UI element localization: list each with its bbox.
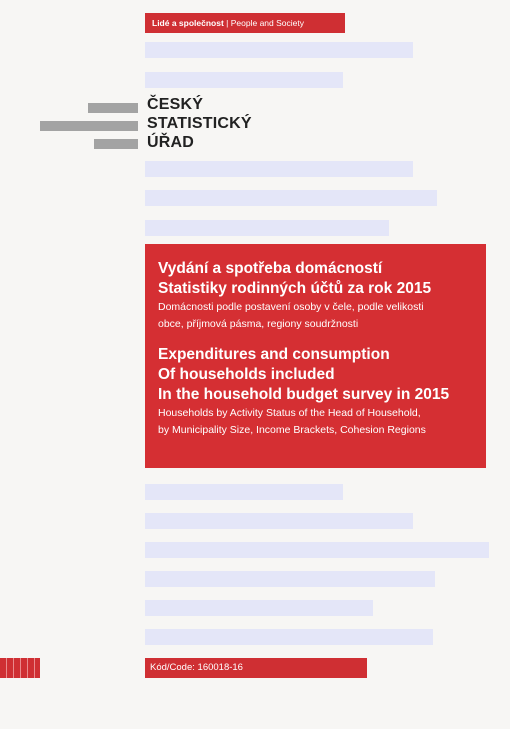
section-divider: | (223, 18, 231, 28)
logo-line-3: ÚŘAD (147, 134, 195, 151)
logo-wordmark (147, 95, 252, 152)
section-label-cz: Lidé a společnost (152, 18, 224, 28)
decor-stripe (145, 513, 413, 529)
subtitle-cz-line-2: obce, příjmová pásma, regiony soudržnosti (158, 318, 359, 330)
decor-stripe (145, 542, 489, 558)
logo-line-2: STATISTICKÝ (147, 115, 252, 132)
decor-stripe (145, 600, 373, 616)
decor-stripe (145, 629, 433, 645)
title-cz-line-2: Statistiky rodinných účtů za rok 2015 (158, 280, 432, 297)
title-panel (145, 244, 486, 468)
title-en-line-1: Expenditures and consumption (158, 346, 390, 363)
logo-bar (94, 139, 138, 149)
section-label-en: People and Society (230, 18, 304, 28)
subtitle-en-line-2: by Municipality Size, Income Brackets, Cohesion Regions (158, 424, 426, 436)
edge-marker (0, 658, 40, 678)
title-en-line-3: In the household budget survey in 2015 (158, 386, 450, 403)
section-header-bar (145, 13, 345, 33)
title-cz-line-1: Vydání a spotřeba domácností (158, 260, 383, 277)
title-en-line-2: Of households included (158, 366, 335, 383)
decor-stripe (145, 42, 413, 58)
decor-stripe (145, 220, 389, 236)
logo-bar (88, 103, 138, 113)
publication-code: Kód/Code: 160018-16 (145, 658, 367, 678)
decor-stripe (145, 161, 413, 177)
logo-line-1: ČESKÝ (147, 96, 204, 113)
decor-stripe (145, 190, 437, 206)
logo-bar (40, 121, 138, 131)
decor-stripe (145, 72, 343, 88)
subtitle-en-line-1: Households by Activity Status of the Head of Household, (158, 407, 421, 419)
subtitle-cz-line-1: Domácnosti podle postavení osoby v čele, podle velikosti (158, 301, 424, 313)
decor-stripe (145, 571, 435, 587)
decor-stripe (145, 484, 343, 500)
